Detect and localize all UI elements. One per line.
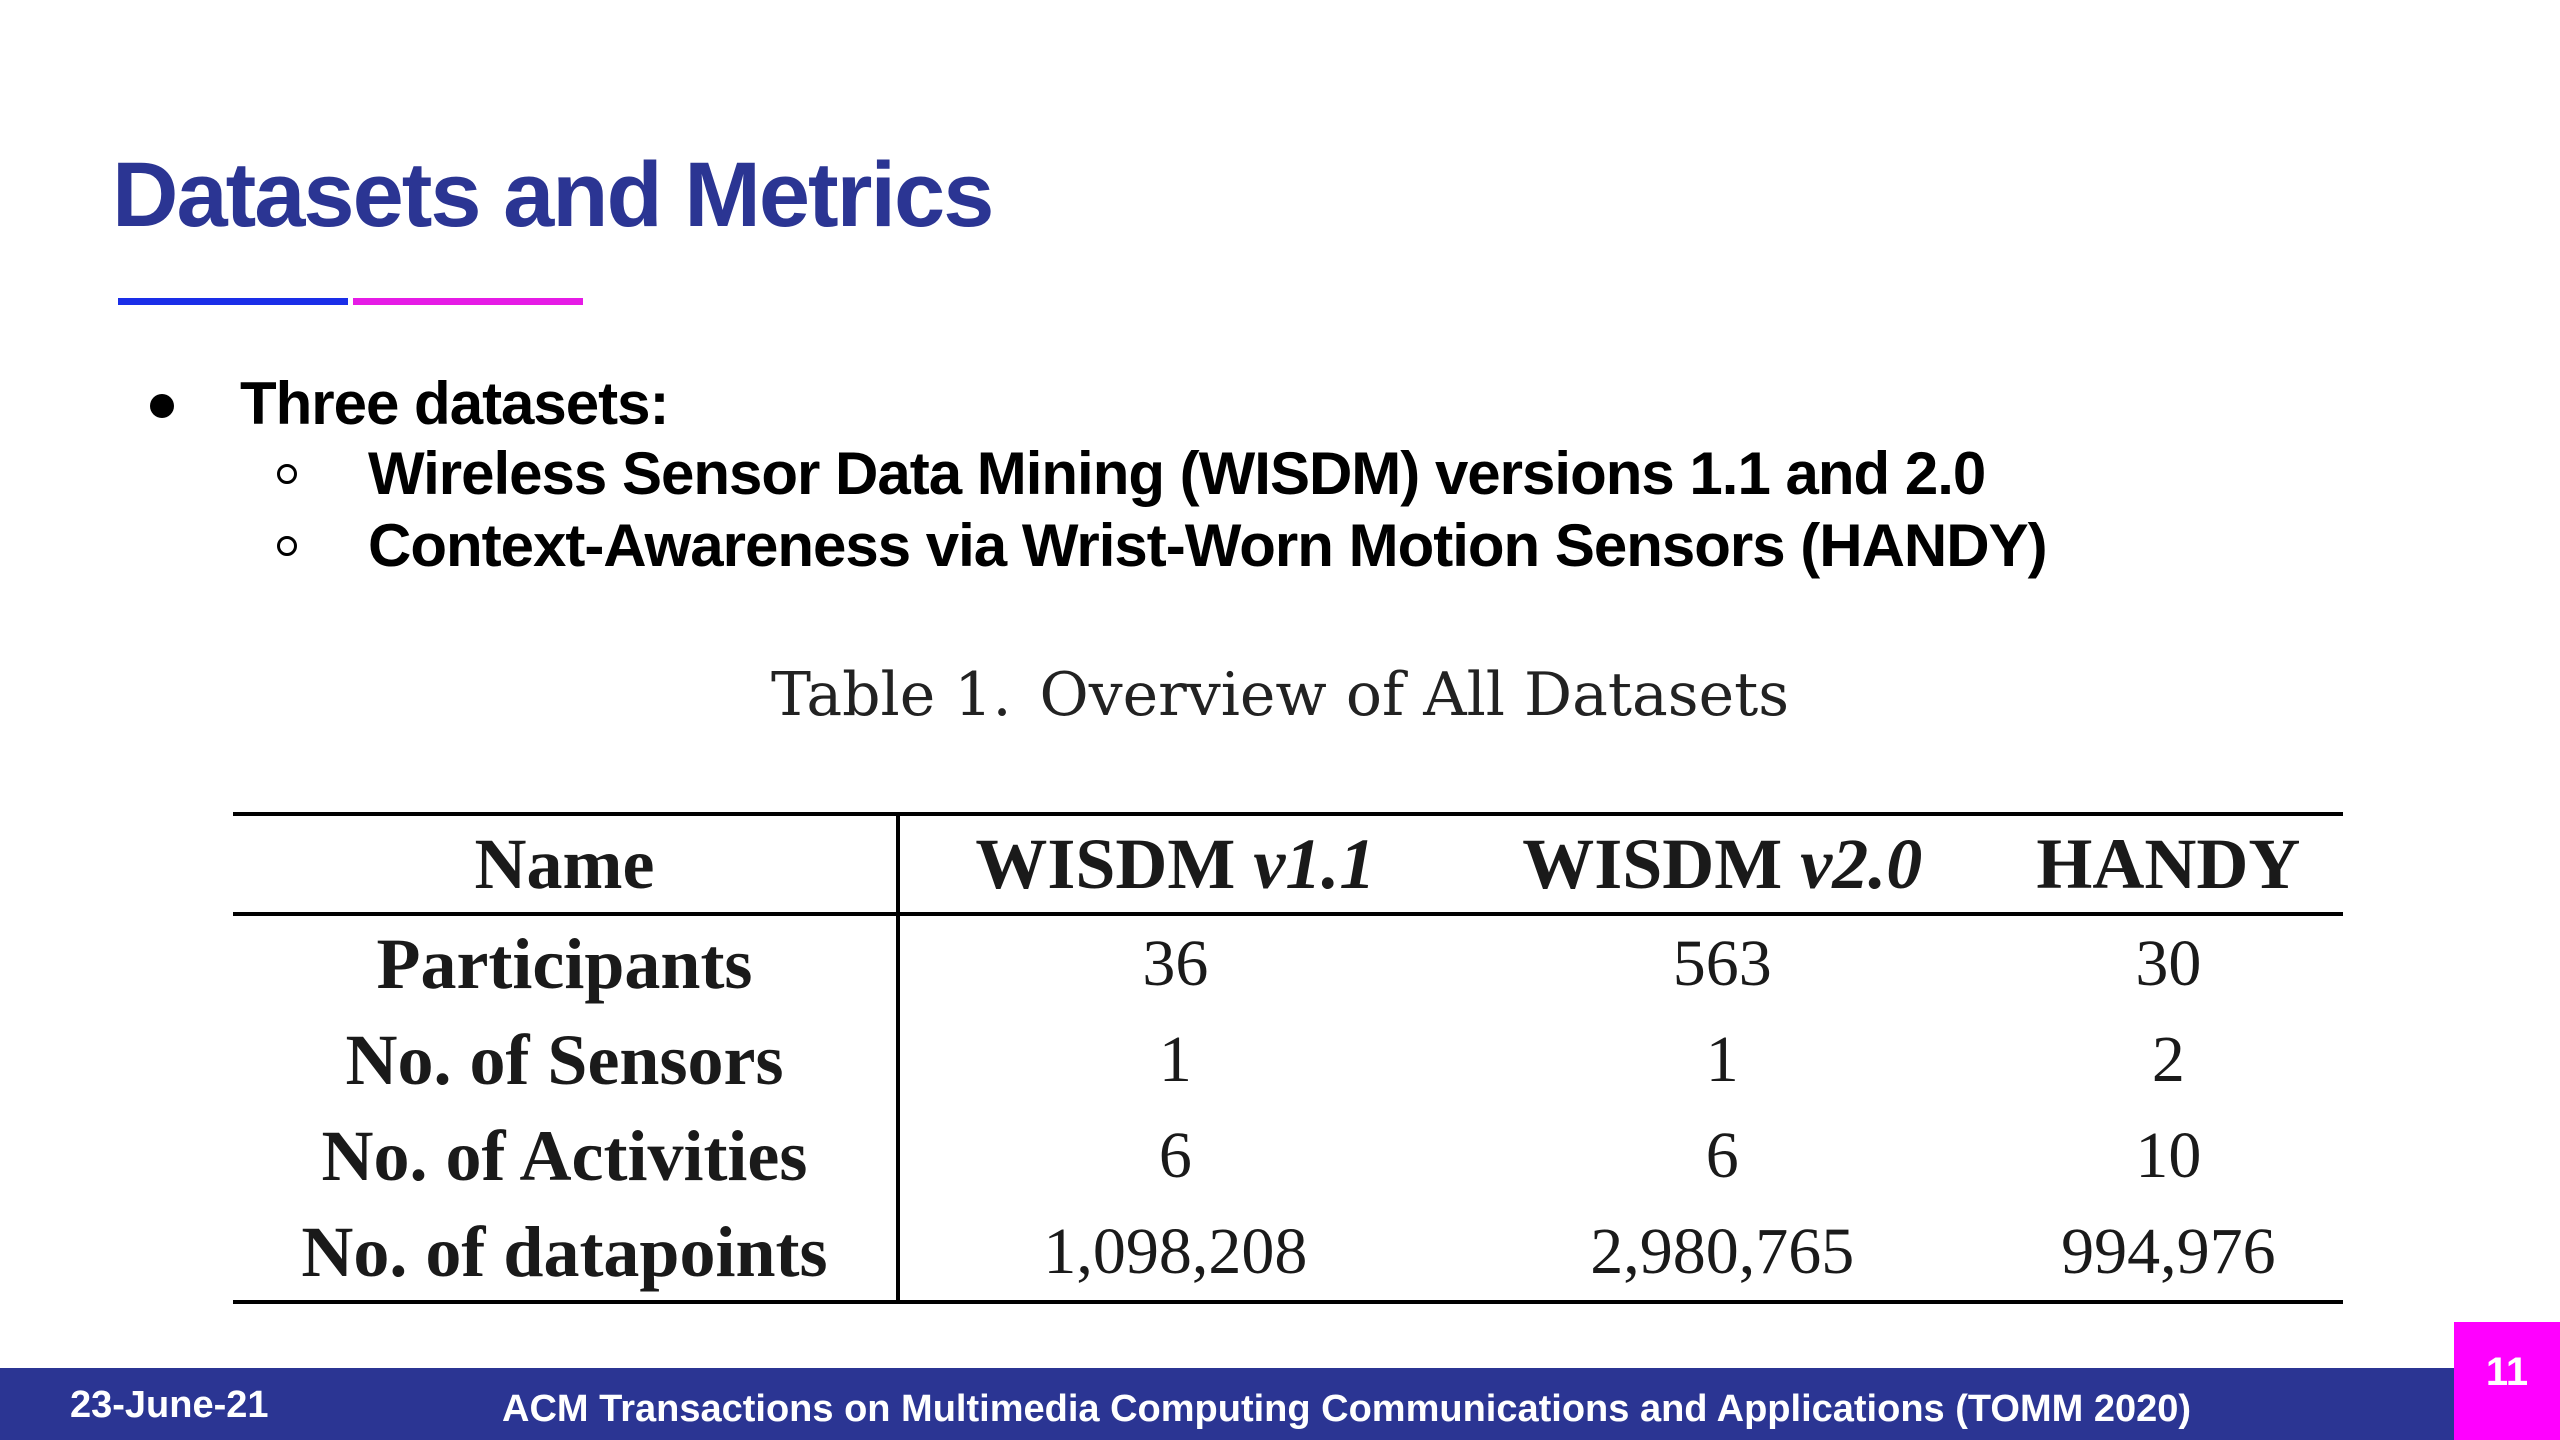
cell-wisdm-v2: 1 xyxy=(1705,1023,1739,1096)
cell-wisdm-v2: 6 xyxy=(1705,1119,1739,1192)
row-label: No. of Sensors xyxy=(233,1012,898,1108)
table-caption-text: Overview of All Datasets xyxy=(1039,660,1789,730)
header-wisdm-v2: WISDM v2.0 xyxy=(1451,814,1994,914)
cell-handy: 10 xyxy=(2135,1119,2202,1192)
cell-handy: 30 xyxy=(2135,927,2202,1000)
header-wisdm-v1: WISDM v1.1 xyxy=(898,814,1451,914)
table-row xyxy=(233,1204,2343,1302)
header-name: Name xyxy=(233,814,898,914)
table-row xyxy=(233,1012,2343,1108)
sub-bullet-text: Wireless Sensor Data Mining (WISDM) versions 1.1 and 2.0 xyxy=(368,440,1986,507)
cell-handy: 2 xyxy=(2151,1023,2185,1096)
bullet-item xyxy=(140,360,2047,582)
page-number: 11 xyxy=(2485,1350,2529,1394)
row-label: Participants xyxy=(233,914,898,1012)
cell-wisdm-v1: 6 xyxy=(1158,1119,1192,1192)
table-row xyxy=(233,1108,2343,1204)
datasets-table xyxy=(233,812,2343,1304)
row-label: No. of Activities xyxy=(233,1108,898,1204)
cell-wisdm-v1: 1 xyxy=(1158,1023,1192,1096)
bullet-text: Three datasets: xyxy=(240,370,669,437)
bullet-list xyxy=(140,360,2047,582)
page-number-box xyxy=(2454,1322,2560,1440)
cell-wisdm-v2: 563 xyxy=(1672,927,1772,1000)
table-caption xyxy=(0,660,2560,730)
cell-wisdm-v2: 2,980,765 xyxy=(1590,1215,1855,1288)
sub-bullet-item xyxy=(140,510,2047,582)
header-handy: HANDY xyxy=(1994,814,2343,914)
row-label: No. of datapoints xyxy=(233,1204,898,1302)
sub-bullet-list xyxy=(240,438,2047,582)
cell-handy: 994,976 xyxy=(2061,1215,2276,1288)
title-underline-blue xyxy=(118,298,348,305)
hollow-bullet-icon xyxy=(277,536,297,556)
hollow-bullet-icon xyxy=(277,464,297,484)
table-caption-number: Table 1. xyxy=(770,660,1012,730)
cell-wisdm-v1: 36 xyxy=(1142,927,1209,1000)
cell-wisdm-v1: 1,098,208 xyxy=(1043,1215,1308,1288)
title-underline-pink xyxy=(353,298,583,305)
sub-bullet-item xyxy=(140,438,2047,510)
slide-title: Datasets and Metrics xyxy=(112,144,993,246)
table-header-row xyxy=(233,814,2343,914)
filled-bullet-icon xyxy=(150,394,174,418)
footer-venue: ACM Transactions on Multimedia Computing Communications and Applications (TOMM 2020) xyxy=(502,1388,2192,1430)
sub-bullet-text: Context-Awareness via Wrist-Worn Motion Sensors (HANDY) xyxy=(368,512,2047,579)
footer-bar xyxy=(0,1368,2560,1440)
table-row xyxy=(233,914,2343,1012)
footer-date: 23-June-21 xyxy=(70,1384,269,1426)
